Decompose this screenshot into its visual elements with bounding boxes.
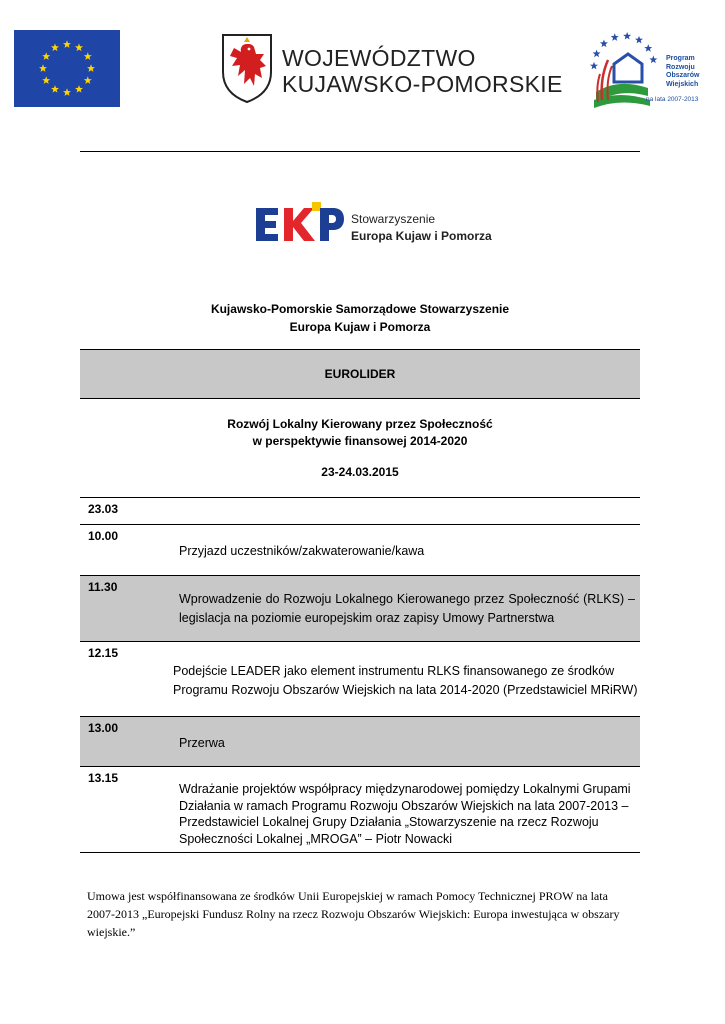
region-name-line2: KUJAWSKO-POMORSKIE bbox=[282, 71, 563, 97]
region-name-line1: WOJEWÓDZTWO bbox=[282, 45, 476, 71]
agenda-day: 23.03 bbox=[88, 502, 119, 516]
agenda-line: legislacja na poziomie europejskim oraz zapisy Umowy Partnerstwa bbox=[179, 611, 555, 625]
coat-of-arms-icon bbox=[220, 32, 274, 104]
agenda-line: Programu Rozwoju Obszarów Wiejskich na lata 2014-2020 (Przedstawiciel MRiRW) bbox=[173, 683, 638, 697]
prow-line4: Wiejskich bbox=[666, 80, 699, 88]
prow-line3: Obszarów bbox=[666, 72, 700, 79]
agenda-time: 13.15 bbox=[88, 771, 119, 785]
prow-star-icon bbox=[611, 33, 619, 41]
header-divider bbox=[80, 151, 640, 152]
prow-star-icon bbox=[644, 44, 652, 52]
event-dates: 23-24.03.2015 bbox=[321, 465, 399, 479]
organization-name bbox=[80, 300, 640, 336]
agenda-row bbox=[80, 576, 640, 642]
prow-star-icon bbox=[635, 36, 643, 44]
agenda-time: 11.30 bbox=[88, 580, 118, 594]
agenda-line: Społeczności Lokalnej „MROGA” – Piotr Nowacki bbox=[179, 831, 453, 846]
prow-star-icon bbox=[649, 56, 657, 64]
agenda-line: Działania w ramach Programu Rozwoju Obszarów Wiejskich na lata 2007-2013 – bbox=[179, 798, 629, 813]
organization-line2: Europa Kujaw i Pomorza bbox=[289, 320, 431, 334]
agenda-day-row bbox=[80, 498, 640, 525]
eu-flag-logo bbox=[14, 30, 120, 107]
agenda-description bbox=[179, 590, 635, 628]
agenda-description bbox=[173, 662, 638, 700]
agenda-line: Wprowadzenie do Rozwoju Lokalnego Kierowanego przez Społeczność (RLKS) – bbox=[179, 592, 635, 606]
prow-star-icon bbox=[623, 32, 631, 40]
footer-line1: Umowa jest współfinansowana ze środków Unii Europejskiej w ramach Pomocy Technicznej PROW na lata bbox=[87, 889, 608, 903]
agenda-row bbox=[80, 767, 640, 853]
agenda-row bbox=[80, 525, 640, 576]
ekp-line1: Stowarzyszenie bbox=[351, 212, 436, 226]
prow-line1: Program bbox=[666, 55, 695, 62]
region-name bbox=[282, 45, 563, 97]
coat-of-arms-logo bbox=[220, 32, 274, 104]
agenda-row bbox=[80, 642, 640, 717]
organization-line1: Kujawsko-Pomorskie Samorządowe Stowarzyszenie bbox=[210, 302, 510, 316]
agenda-line: Przedstawiciel Lokalnej Grupy Działania „Stowarzyszenie na rzecz Rozwoju bbox=[179, 815, 599, 829]
prow-star-icon bbox=[593, 50, 601, 58]
prow-logo bbox=[578, 30, 703, 110]
event-subtitle-line2: w perspektywie finansowej 2014-2020 bbox=[252, 434, 468, 448]
agenda-time: 12.15 bbox=[88, 646, 119, 660]
prow-years: na lata 2007-2013 bbox=[646, 96, 699, 103]
ekp-mark-icon bbox=[254, 200, 346, 248]
agenda-description bbox=[179, 734, 225, 753]
prow-text bbox=[666, 55, 699, 89]
agenda-description bbox=[179, 542, 424, 561]
agenda-table bbox=[80, 497, 640, 853]
agenda-row bbox=[80, 717, 640, 767]
prow-star-icon bbox=[590, 62, 598, 70]
footer-note bbox=[87, 887, 627, 941]
agenda-time: 10.00 bbox=[88, 529, 119, 543]
footer-line2: 2007-2013 „Europejski Fundusz Rolny na rzecz Rozwoju Obszarów Wiejskich: Europa inwestująca w obszary bbox=[87, 907, 620, 921]
event-subtitle-line1: Rozwój Lokalny Kierowany przez Społeczność bbox=[227, 417, 493, 431]
agenda-description bbox=[179, 781, 631, 847]
prow-line2: Rozwoju bbox=[666, 63, 695, 71]
footer-line3: wiejskie.” bbox=[87, 925, 136, 939]
prow-star-icon bbox=[600, 40, 608, 48]
agenda-line: Przerwa bbox=[179, 736, 225, 750]
ekp-line2: Europa Kujaw i Pomorza bbox=[351, 229, 492, 243]
eu-flag-icon bbox=[14, 30, 120, 107]
ekp-logo bbox=[254, 200, 492, 248]
agenda-line: Podejście LEADER jako element instrumentu RLKS finansowanego ze środków bbox=[173, 664, 615, 678]
agenda-line: Wdrażanie projektów współpracy międzynarodowej pomiędzy Lokalnymi Grupami bbox=[179, 782, 631, 796]
event-title: EUROLIDER bbox=[80, 349, 640, 399]
event-subtitle bbox=[80, 416, 640, 450]
agenda-time: 13.00 bbox=[88, 721, 119, 735]
agenda-line: Przyjazd uczestników/zakwaterowanie/kawa bbox=[179, 544, 425, 558]
